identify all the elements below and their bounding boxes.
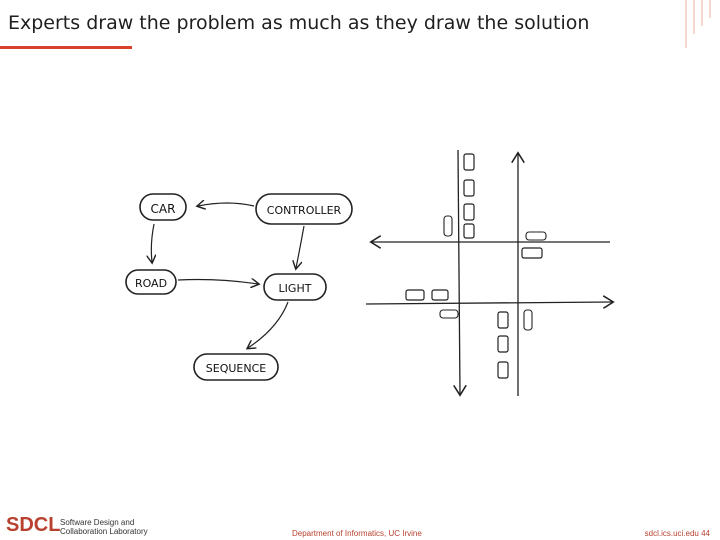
road-eastbound xyxy=(366,302,612,304)
intersection-sketch xyxy=(360,146,620,406)
node-road xyxy=(126,270,176,294)
lab-name xyxy=(60,518,148,536)
edge-car-road xyxy=(151,224,154,262)
node-car xyxy=(140,194,186,220)
node-controller xyxy=(256,194,352,224)
corner-decoration xyxy=(680,0,720,50)
sdcl-logo: SDCL xyxy=(6,514,61,536)
lab-name-line1: Software Design and xyxy=(60,518,135,527)
node-car-label: CAR xyxy=(150,202,176,216)
footer-url-page: sdcl.ics.uci.edu 44 xyxy=(644,529,710,538)
edge-road-light xyxy=(178,280,258,285)
node-light-label: LIGHT xyxy=(278,282,312,295)
slide-title: Experts draw the problem as much as they draw the solution xyxy=(8,12,590,34)
department-label: Department of Informatics, UC Irvine xyxy=(292,529,422,538)
car-queue-south xyxy=(498,312,508,378)
node-light xyxy=(264,274,326,300)
traffic-lights xyxy=(440,216,546,330)
car-queue-north xyxy=(464,154,474,238)
road-southbound xyxy=(458,150,460,394)
title-underline xyxy=(0,46,132,49)
concept-map-diagram xyxy=(118,178,358,388)
edge-controller-light xyxy=(296,226,304,268)
node-sequence xyxy=(194,354,278,380)
node-sequence-label: SEQUENCE xyxy=(205,362,267,375)
edge-light-sequence xyxy=(248,302,288,348)
cars-horizontal xyxy=(406,248,542,300)
edge-controller-car xyxy=(198,203,254,206)
lab-name-line2: Collaboration Laboratory xyxy=(60,527,148,536)
node-road-label: ROAD xyxy=(134,277,168,290)
node-controller-label: CONTROLLER xyxy=(266,204,342,217)
